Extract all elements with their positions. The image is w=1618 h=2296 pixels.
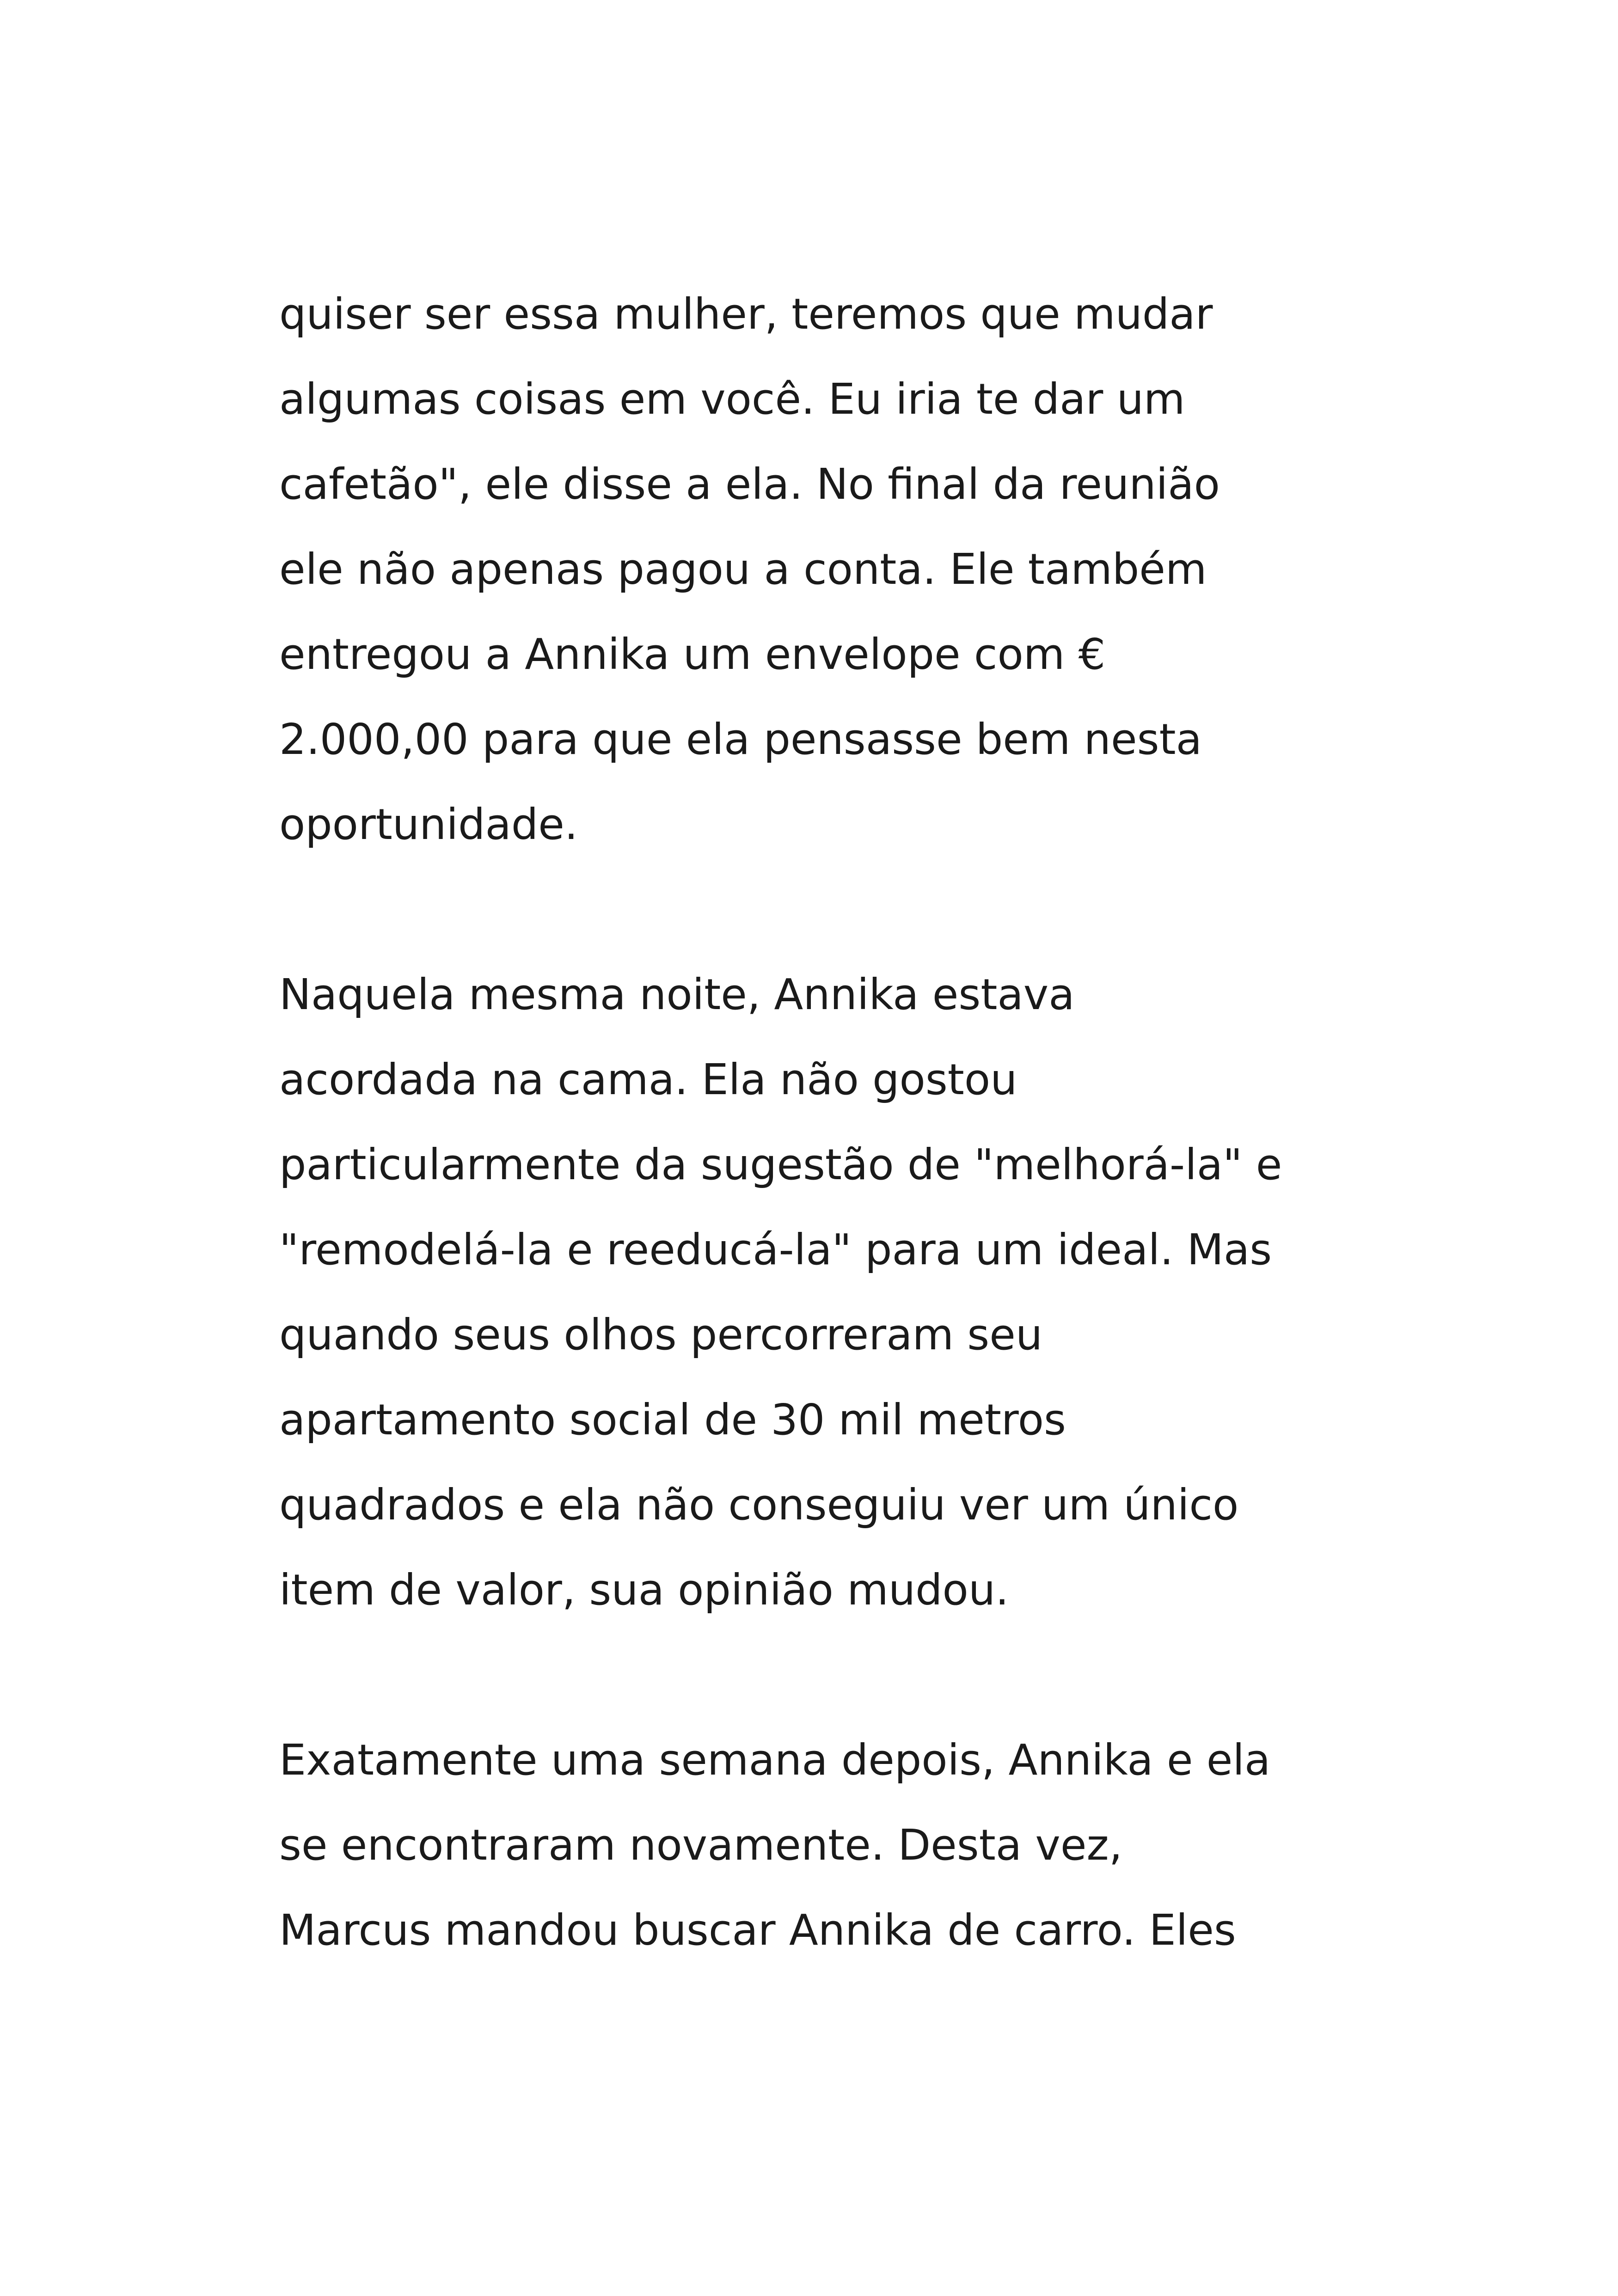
text-line: Marcus mandou buscar Annika de carro. Eles [279, 1905, 1236, 1955]
text-line: acordada na cama. Ela não gostou [279, 1055, 1017, 1104]
text-line: quadrados e ela não conseguiu ver um único [279, 1480, 1239, 1530]
paragraph-1 [279, 272, 1379, 867]
text-line: quando seus olhos percorreram seu [279, 1310, 1043, 1359]
text-line: entregou a Annika um envelope com € [279, 630, 1106, 679]
text-line: Naquela mesma noite, Annika estava [279, 970, 1075, 1019]
text-line: Exatamente uma semana depois, Annika e ela [279, 1735, 1271, 1785]
text-line: cafetão", ele disse a ela. No final da reunião [279, 459, 1220, 509]
text-line: quiser ser essa mulher, teremos que mudar [279, 289, 1213, 339]
paragraph-3 [279, 1718, 1379, 1973]
text-line: se encontraram novamente. Desta vez, [279, 1820, 1122, 1870]
text-line: oportunidade. [279, 800, 578, 849]
text-line: algumas coisas em você. Eu iria te dar um [279, 374, 1185, 424]
text-line: apartamento social de 30 mil metros [279, 1395, 1066, 1445]
text-line: "remodelá-la e reeducá-la" para um ideal. Mas [279, 1225, 1272, 1274]
text-line: 2.000,00 para que ela pensasse bem nesta [279, 715, 1202, 764]
text-line: particularmente da sugestão de "melhorá-la" e [279, 1140, 1282, 1189]
text-line: ele não apenas pagou a conta. Ele também [279, 545, 1207, 594]
body-text [279, 272, 1379, 1973]
text-line: item de valor, sua opinião mudou. [279, 1565, 1009, 1615]
paragraph-2 [279, 952, 1379, 1633]
